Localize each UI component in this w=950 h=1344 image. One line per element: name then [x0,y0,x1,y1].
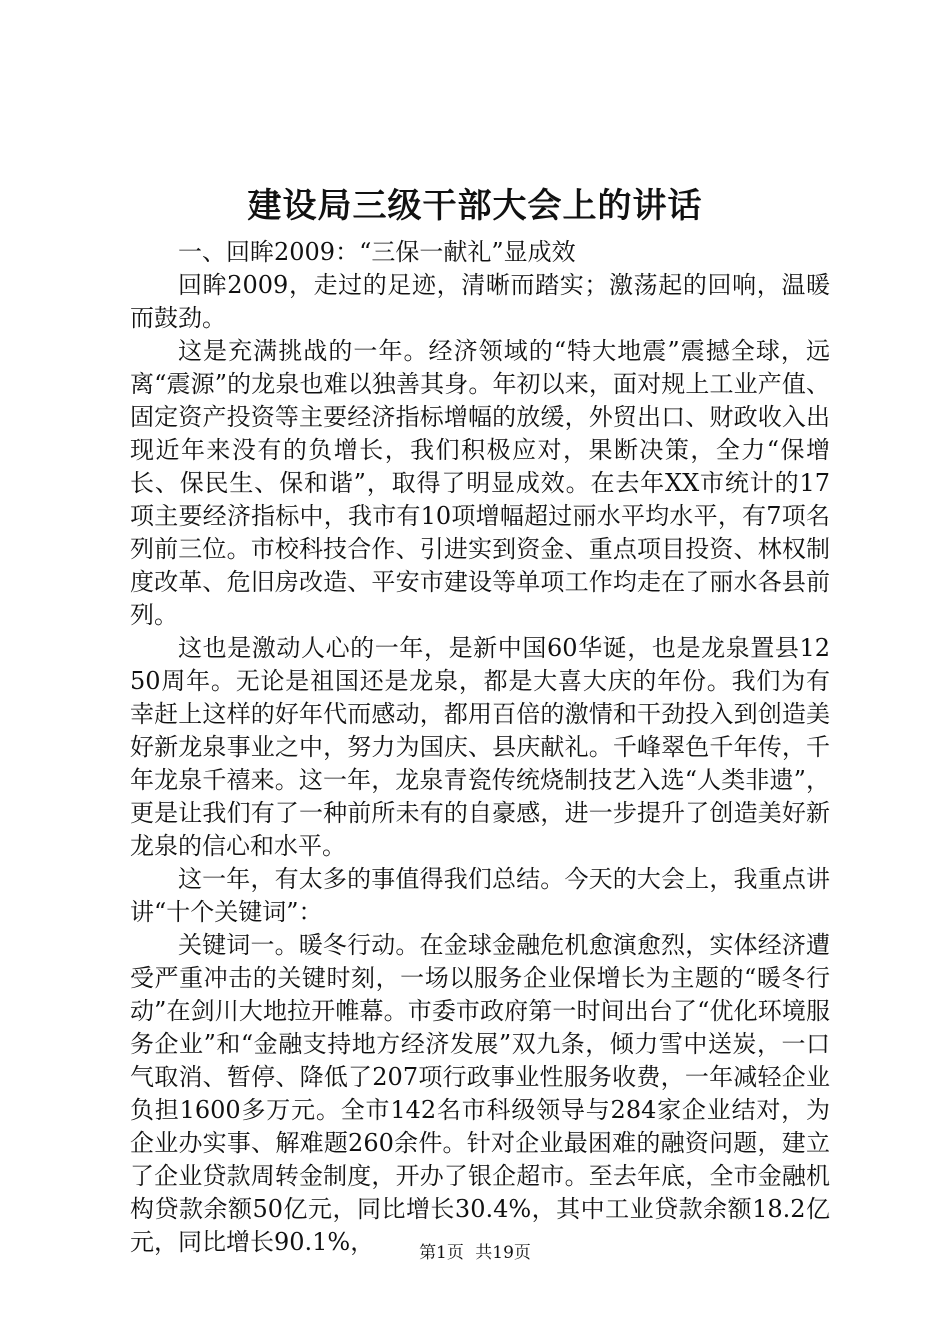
document-body [130,236,830,1259]
paragraph: 关键词一。暖冬行动。在金球金融危机愈演愈烈，实体经济遭受严重冲击的关键时刻，一场以服务企业保增长为主题的“暖冬行动”在剑川大地拉开帷幕。市委市政府第一时间出台了“优化环境服务企业”和“金融支持地方经济发展”双九条，倾力雪中送炭，一口气取消、暂停、降低了207项行政事业性服务收费，一年减轻企业负担1600多万元。全市142名市科级领导与284家企业结对，为企业办实事、解难题260余件。针对企业最困难的融资问题，建立了企业贷款周转金制度，开办了银企超市。至去年底，全市金融机构贷款余额50亿元，同比增长30.4%，其中工业贷款余额18.2亿元，同比增长90.1%， [130,931,830,1256]
document-title: 建设局三级干部大会上的讲话 [247,186,703,226]
page-number: 第1页 [419,1243,464,1263]
page-footer [0,1241,950,1265]
section-heading: 一、回眸2009：“三保一献礼”显成效 [178,238,576,266]
paragraph: 这是充满挑战的一年。经济领域的“特大地震”震撼全球，远离“震源”的龙泉也难以独善其身。年初以来，面对规上工业产值、固定资产投资等主要经济指标增幅的放缓，外贸出口、财政收入出现近年来没有的负增长，我们积极应对，果断决策，全力“保增长、保民生、保和谐”，取得了明显成效。在去年XX市统计的17项主要经济指标中，我市有10项增幅超过丽水平均水平，有7项名列前三位。市校科技合作、引进实到资金、重点项目投资、林权制度改革、危旧房改造、平安市建设等单项工作均走在了丽水各县前列。 [130,337,830,629]
page-total: 共19页 [475,1243,531,1263]
paragraph: 这也是激动人心的一年，是新中国60华诞，也是龙泉置县1250周年。无论是祖国还是龙泉，都是大喜大庆的年份。我们为有幸赶上这样的好年代而感动，都用百倍的激情和干劲投入到创造美好新龙泉事业之中，努力为国庆、县庆献礼。千峰翠色千年传，千年龙泉千禧来。这一年，龙泉青瓷传统烧制技艺入选“人类非遗”，更是让我们有了一种前所未有的自豪感，进一步提升了创造美好新龙泉的信心和水平。 [130,634,830,860]
paragraph: 回眸2009，走过的足迹，清晰而踏实；激荡起的回响，温暖而鼓劲。 [130,271,830,332]
paragraph: 这一年，有太多的事值得我们总结。今天的大会上，我重点讲讲“十个关键词”： [130,865,830,926]
